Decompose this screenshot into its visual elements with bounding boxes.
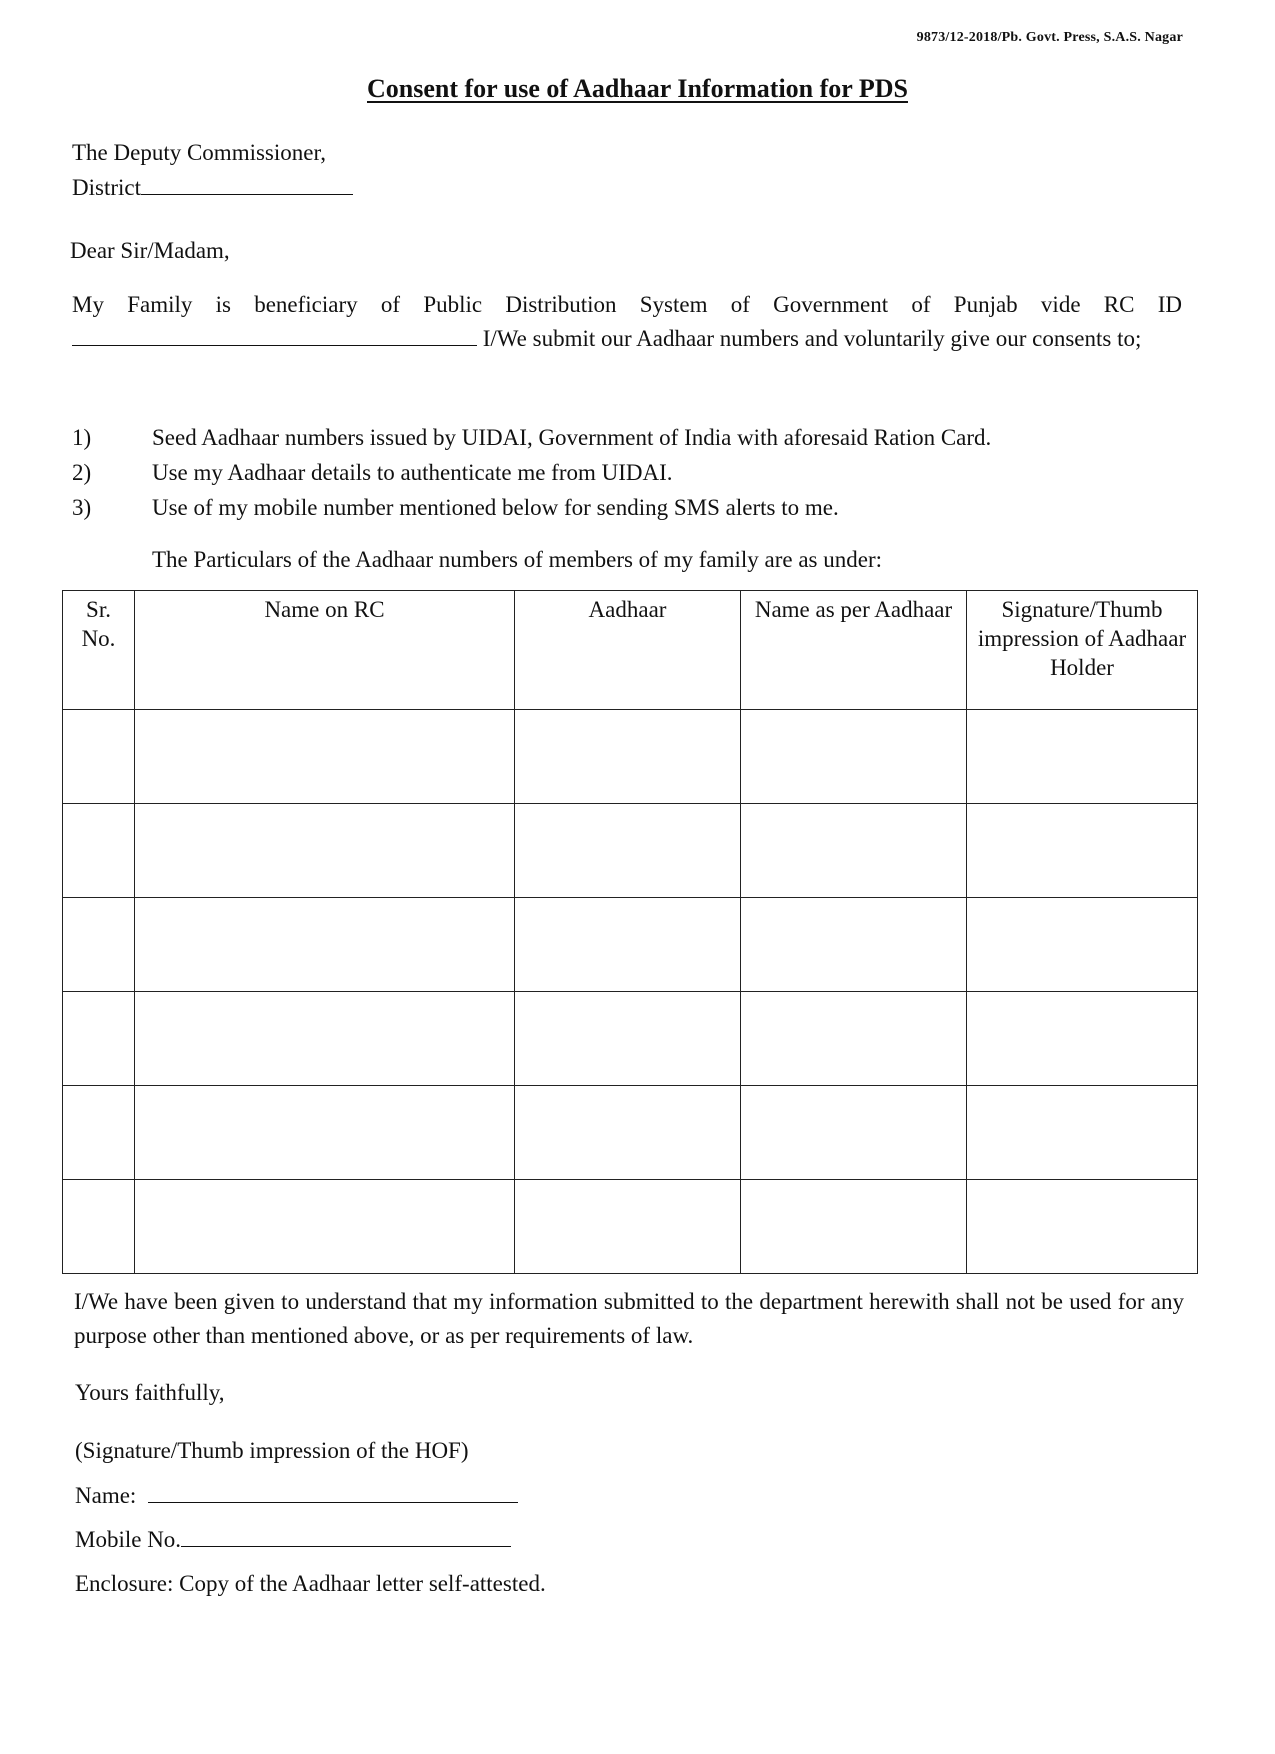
cell-name-on-rc[interactable] bbox=[135, 992, 515, 1086]
table-header-row bbox=[63, 591, 1198, 710]
table-row bbox=[63, 1086, 1198, 1180]
table-row bbox=[63, 1180, 1198, 1274]
cell-sr-no[interactable] bbox=[63, 710, 135, 804]
table-row bbox=[63, 710, 1198, 804]
cell-aadhaar[interactable] bbox=[515, 898, 741, 992]
mobile-row bbox=[75, 1527, 511, 1553]
cell-sr-no[interactable] bbox=[63, 1086, 135, 1180]
header-signature: Signature/Thumb impression of Aadhaar Holder bbox=[967, 591, 1198, 710]
name-field[interactable] bbox=[148, 1484, 518, 1503]
cell-sr-no[interactable] bbox=[63, 1180, 135, 1274]
mobile-field[interactable] bbox=[181, 1528, 511, 1547]
table-row bbox=[63, 992, 1198, 1086]
district-row bbox=[72, 175, 353, 201]
cell-name-on-rc[interactable] bbox=[135, 1180, 515, 1274]
district-field[interactable] bbox=[141, 176, 353, 195]
consent-item bbox=[72, 495, 839, 521]
cell-name-on-rc[interactable] bbox=[135, 1086, 515, 1180]
cell-aadhaar[interactable] bbox=[515, 1180, 741, 1274]
mobile-label: Mobile No. bbox=[75, 1527, 182, 1552]
cell-aadhaar[interactable] bbox=[515, 710, 741, 804]
intro-paragraph bbox=[72, 288, 1182, 356]
addressee-line: The Deputy Commissioner, bbox=[72, 140, 326, 165]
cell-aadhaar[interactable] bbox=[515, 804, 741, 898]
consent-number: 3) bbox=[72, 495, 92, 520]
cell-name-as-per-aadhaar[interactable] bbox=[741, 992, 967, 1086]
header-name-as-per-aadhaar: Name as per Aadhaar bbox=[741, 591, 967, 710]
declaration-paragraph: I/We have been given to understand that my information submitted to the department herewith shall not be used for any purpose other than mentioned above, or as per requirements of law. bbox=[74, 1289, 1184, 1348]
intro-text-2: I/We submit our Aadhaar numbers and voluntarily give our consents to; bbox=[482, 326, 1142, 351]
consent-text: Seed Aadhaar numbers issued by UIDAI, Government of India with aforesaid Ration Card. bbox=[152, 425, 992, 450]
cell-signature[interactable] bbox=[967, 992, 1198, 1086]
cell-signature[interactable] bbox=[967, 1086, 1198, 1180]
enclosure-note: Enclosure: Copy of the Aadhaar letter self-attested. bbox=[75, 1571, 546, 1596]
cell-name-as-per-aadhaar[interactable] bbox=[741, 1180, 967, 1274]
cell-sr-no[interactable] bbox=[63, 898, 135, 992]
header-name-on-rc: Name on RC bbox=[135, 591, 515, 710]
salutation: Dear Sir/Madam, bbox=[70, 238, 230, 263]
cell-signature[interactable] bbox=[967, 804, 1198, 898]
cell-name-as-per-aadhaar[interactable] bbox=[741, 710, 967, 804]
table-intro: The Particulars of the Aadhaar numbers of members of my family are as under: bbox=[152, 547, 883, 572]
header-sr-no: Sr. No. bbox=[63, 591, 135, 710]
consent-text: Use my Aadhaar details to authenticate me from UIDAI. bbox=[152, 460, 673, 485]
cell-name-as-per-aadhaar[interactable] bbox=[741, 1086, 967, 1180]
cell-name-on-rc[interactable] bbox=[135, 804, 515, 898]
cell-name-as-per-aadhaar[interactable] bbox=[741, 898, 967, 992]
closing: Yours faithfully, bbox=[75, 1380, 225, 1405]
consent-number: 1) bbox=[72, 425, 92, 450]
press-note: 9873/12-2018/Pb. Govt. Press, S.A.S. Nagar bbox=[916, 30, 1183, 45]
cell-aadhaar[interactable] bbox=[515, 1086, 741, 1180]
cell-name-as-per-aadhaar[interactable] bbox=[741, 804, 967, 898]
consent-text: Use of my mobile number mentioned below for sending SMS alerts to me. bbox=[152, 495, 839, 520]
cell-name-on-rc[interactable] bbox=[135, 898, 515, 992]
cell-signature[interactable] bbox=[967, 1180, 1198, 1274]
cell-signature[interactable] bbox=[967, 898, 1198, 992]
name-row bbox=[75, 1483, 518, 1509]
table-row bbox=[63, 804, 1198, 898]
members-table bbox=[62, 590, 1198, 1274]
cell-sr-no[interactable] bbox=[63, 804, 135, 898]
district-label: District bbox=[72, 175, 141, 200]
consent-item bbox=[72, 460, 673, 486]
cell-aadhaar[interactable] bbox=[515, 992, 741, 1086]
table-row bbox=[63, 898, 1198, 992]
cell-name-on-rc[interactable] bbox=[135, 710, 515, 804]
intro-text-1: My Family is beneficiary of Public Distribution System of Government of Punjab vide RC ID bbox=[72, 292, 1182, 317]
page-title: Consent for use of Aadhaar Information for PDS bbox=[367, 74, 908, 103]
consent-number: 2) bbox=[72, 460, 92, 485]
cell-sr-no[interactable] bbox=[63, 992, 135, 1086]
signature-label: (Signature/Thumb impression of the HOF) bbox=[75, 1438, 469, 1463]
consent-item bbox=[72, 425, 991, 451]
cell-signature[interactable] bbox=[967, 710, 1198, 804]
name-label: Name: bbox=[75, 1483, 137, 1508]
header-aadhaar: Aadhaar bbox=[515, 591, 741, 710]
rc-id-field[interactable] bbox=[72, 327, 477, 346]
